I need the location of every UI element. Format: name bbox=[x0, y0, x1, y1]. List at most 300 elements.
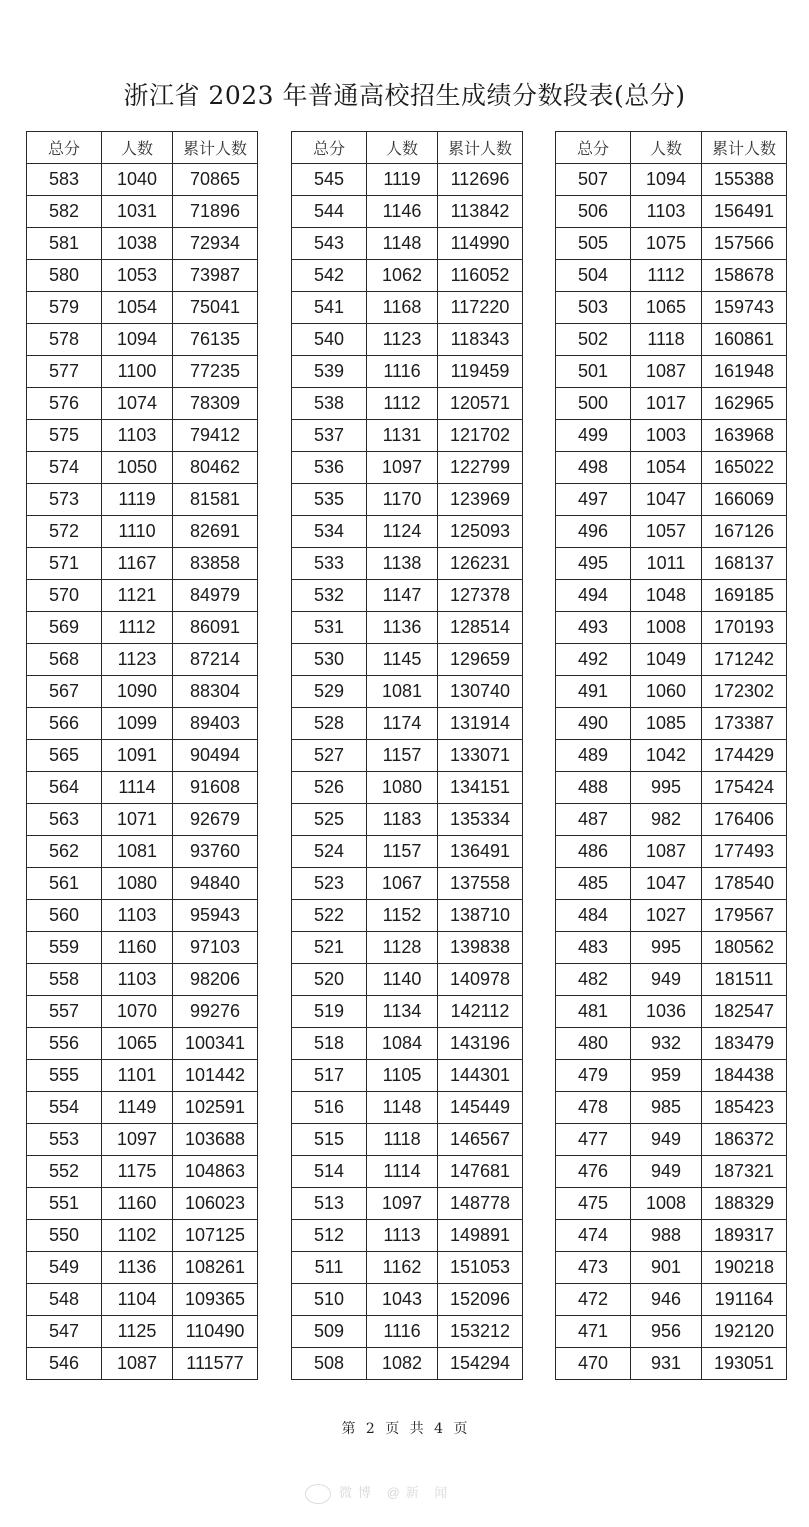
score-cell: 480 bbox=[556, 1028, 631, 1060]
cumulative-cell: 178540 bbox=[702, 868, 787, 900]
score-cell: 550 bbox=[27, 1220, 102, 1252]
cumulative-cell: 113842 bbox=[438, 196, 523, 228]
score-cell: 515 bbox=[292, 1124, 367, 1156]
cumulative-cell: 192120 bbox=[702, 1316, 787, 1348]
table-row bbox=[292, 612, 523, 644]
cumulative-cell: 171242 bbox=[702, 644, 787, 676]
count-cell: 1110 bbox=[102, 516, 173, 548]
count-cell: 1128 bbox=[367, 932, 438, 964]
cumulative-cell: 148778 bbox=[438, 1188, 523, 1220]
cumulative-cell: 183479 bbox=[702, 1028, 787, 1060]
cumulative-cell: 189317 bbox=[702, 1220, 787, 1252]
count-cell: 1094 bbox=[631, 164, 702, 196]
table-row bbox=[556, 996, 787, 1028]
count-cell: 1157 bbox=[367, 740, 438, 772]
table-row bbox=[292, 164, 523, 196]
count-cell: 949 bbox=[631, 1124, 702, 1156]
cumulative-cell: 84979 bbox=[173, 580, 258, 612]
cumulative-cell: 106023 bbox=[173, 1188, 258, 1220]
cumulative-cell: 151053 bbox=[438, 1252, 523, 1284]
cumulative-cell: 88304 bbox=[173, 676, 258, 708]
score-table-left bbox=[26, 131, 258, 1380]
table-row bbox=[27, 420, 258, 452]
cumulative-cell: 163968 bbox=[702, 420, 787, 452]
cumulative-cell: 87214 bbox=[173, 644, 258, 676]
cumulative-cell: 168137 bbox=[702, 548, 787, 580]
table-row bbox=[556, 1028, 787, 1060]
table-row bbox=[27, 484, 258, 516]
cumulative-cell: 185423 bbox=[702, 1092, 787, 1124]
table-row bbox=[292, 420, 523, 452]
table-row bbox=[27, 1188, 258, 1220]
score-cell: 531 bbox=[292, 612, 367, 644]
cumulative-cell: 104863 bbox=[173, 1156, 258, 1188]
count-cell: 1116 bbox=[367, 1316, 438, 1348]
table-row bbox=[292, 292, 523, 324]
cumulative-cell: 79412 bbox=[173, 420, 258, 452]
count-cell: 1054 bbox=[631, 452, 702, 484]
score-cell: 564 bbox=[27, 772, 102, 804]
count-cell: 1118 bbox=[367, 1124, 438, 1156]
count-cell: 1174 bbox=[367, 708, 438, 740]
cumulative-cell: 98206 bbox=[173, 964, 258, 996]
table-row bbox=[292, 740, 523, 772]
score-cell: 529 bbox=[292, 676, 367, 708]
watermark bbox=[305, 1482, 453, 1504]
count-cell: 988 bbox=[631, 1220, 702, 1252]
count-cell: 1060 bbox=[631, 676, 702, 708]
cumulative-cell: 186372 bbox=[702, 1124, 787, 1156]
cumulative-cell: 157566 bbox=[702, 228, 787, 260]
cumulative-cell: 120571 bbox=[438, 388, 523, 420]
count-cell: 1085 bbox=[631, 708, 702, 740]
cumulative-cell: 154294 bbox=[438, 1348, 523, 1380]
count-cell: 1049 bbox=[631, 644, 702, 676]
count-cell: 931 bbox=[631, 1348, 702, 1380]
cumulative-cell: 127378 bbox=[438, 580, 523, 612]
count-cell: 1082 bbox=[367, 1348, 438, 1380]
score-cell: 534 bbox=[292, 516, 367, 548]
table-row bbox=[556, 548, 787, 580]
table-row bbox=[556, 1156, 787, 1188]
count-cell: 1081 bbox=[367, 676, 438, 708]
count-cell: 1011 bbox=[631, 548, 702, 580]
table-row bbox=[292, 356, 523, 388]
score-table-middle bbox=[291, 131, 523, 1380]
score-cell: 488 bbox=[556, 772, 631, 804]
score-cell: 523 bbox=[292, 868, 367, 900]
table-row bbox=[292, 1092, 523, 1124]
cumulative-cell: 135334 bbox=[438, 804, 523, 836]
cumulative-cell: 117220 bbox=[438, 292, 523, 324]
score-cell: 481 bbox=[556, 996, 631, 1028]
table-row bbox=[27, 1060, 258, 1092]
score-cell: 572 bbox=[27, 516, 102, 548]
score-cell: 476 bbox=[556, 1156, 631, 1188]
table-row bbox=[556, 420, 787, 452]
count-cell: 1131 bbox=[367, 420, 438, 452]
score-cell: 495 bbox=[556, 548, 631, 580]
cumulative-cell: 112696 bbox=[438, 164, 523, 196]
cumulative-cell: 119459 bbox=[438, 356, 523, 388]
score-cell: 510 bbox=[292, 1284, 367, 1316]
table-row bbox=[27, 900, 258, 932]
column-header: 总分 bbox=[292, 132, 367, 164]
table-row bbox=[27, 932, 258, 964]
count-cell: 1160 bbox=[102, 1188, 173, 1220]
score-cell: 558 bbox=[27, 964, 102, 996]
column-header: 累计人数 bbox=[702, 132, 787, 164]
count-cell: 1148 bbox=[367, 1092, 438, 1124]
cumulative-cell: 107125 bbox=[173, 1220, 258, 1252]
count-cell: 995 bbox=[631, 772, 702, 804]
cumulative-cell: 91608 bbox=[173, 772, 258, 804]
cumulative-cell: 181511 bbox=[702, 964, 787, 996]
count-cell: 1070 bbox=[102, 996, 173, 1028]
cumulative-cell: 93760 bbox=[173, 836, 258, 868]
score-cell: 487 bbox=[556, 804, 631, 836]
count-cell: 946 bbox=[631, 1284, 702, 1316]
cumulative-cell: 128514 bbox=[438, 612, 523, 644]
cumulative-cell: 111577 bbox=[173, 1348, 258, 1380]
table-row bbox=[292, 804, 523, 836]
column-header: 总分 bbox=[556, 132, 631, 164]
cumulative-cell: 175424 bbox=[702, 772, 787, 804]
count-cell: 1119 bbox=[367, 164, 438, 196]
count-cell: 1103 bbox=[102, 420, 173, 452]
count-cell: 956 bbox=[631, 1316, 702, 1348]
score-cell: 554 bbox=[27, 1092, 102, 1124]
cumulative-cell: 170193 bbox=[702, 612, 787, 644]
table-row bbox=[27, 516, 258, 548]
cumulative-cell: 83858 bbox=[173, 548, 258, 580]
count-cell: 1074 bbox=[102, 388, 173, 420]
table-row bbox=[292, 1220, 523, 1252]
cumulative-cell: 76135 bbox=[173, 324, 258, 356]
count-cell: 1008 bbox=[631, 612, 702, 644]
score-cell: 499 bbox=[556, 420, 631, 452]
table-row bbox=[556, 1220, 787, 1252]
score-cell: 491 bbox=[556, 676, 631, 708]
weibo-logo-icon bbox=[305, 1484, 331, 1504]
count-cell: 1123 bbox=[102, 644, 173, 676]
column-header: 累计人数 bbox=[438, 132, 523, 164]
table-row bbox=[556, 580, 787, 612]
cumulative-cell: 92679 bbox=[173, 804, 258, 836]
count-cell: 1149 bbox=[102, 1092, 173, 1124]
cumulative-cell: 138710 bbox=[438, 900, 523, 932]
score-cell: 547 bbox=[27, 1316, 102, 1348]
cumulative-cell: 146567 bbox=[438, 1124, 523, 1156]
score-cell: 530 bbox=[292, 644, 367, 676]
score-cell: 557 bbox=[27, 996, 102, 1028]
cumulative-cell: 139838 bbox=[438, 932, 523, 964]
score-cell: 490 bbox=[556, 708, 631, 740]
count-cell: 1097 bbox=[102, 1124, 173, 1156]
table-row bbox=[27, 1156, 258, 1188]
score-cell: 560 bbox=[27, 900, 102, 932]
score-cell: 506 bbox=[556, 196, 631, 228]
score-cell: 582 bbox=[27, 196, 102, 228]
cumulative-cell: 72934 bbox=[173, 228, 258, 260]
cumulative-cell: 114990 bbox=[438, 228, 523, 260]
table-row bbox=[292, 708, 523, 740]
cumulative-cell: 101442 bbox=[173, 1060, 258, 1092]
score-cell: 542 bbox=[292, 260, 367, 292]
table-row bbox=[292, 388, 523, 420]
table-row bbox=[292, 676, 523, 708]
table-row bbox=[292, 1156, 523, 1188]
score-cell: 516 bbox=[292, 1092, 367, 1124]
count-cell: 1140 bbox=[367, 964, 438, 996]
count-cell: 1146 bbox=[367, 196, 438, 228]
score-cell: 504 bbox=[556, 260, 631, 292]
cumulative-cell: 110490 bbox=[173, 1316, 258, 1348]
table-row bbox=[556, 612, 787, 644]
cumulative-cell: 121702 bbox=[438, 420, 523, 452]
score-cell: 555 bbox=[27, 1060, 102, 1092]
count-cell: 1121 bbox=[102, 580, 173, 612]
score-cell: 514 bbox=[292, 1156, 367, 1188]
table-row bbox=[292, 932, 523, 964]
count-cell: 1175 bbox=[102, 1156, 173, 1188]
count-cell: 1094 bbox=[102, 324, 173, 356]
table-row bbox=[292, 1316, 523, 1348]
score-cell: 577 bbox=[27, 356, 102, 388]
table-row bbox=[556, 1284, 787, 1316]
table-row bbox=[556, 900, 787, 932]
cumulative-cell: 165022 bbox=[702, 452, 787, 484]
score-cell: 553 bbox=[27, 1124, 102, 1156]
score-cell: 502 bbox=[556, 324, 631, 356]
score-cell: 483 bbox=[556, 932, 631, 964]
table-row bbox=[292, 548, 523, 580]
table-row bbox=[556, 1188, 787, 1220]
watermark-text: 微博 @新 闻 bbox=[339, 1485, 454, 1500]
score-cell: 470 bbox=[556, 1348, 631, 1380]
cumulative-cell: 155388 bbox=[702, 164, 787, 196]
score-cell: 509 bbox=[292, 1316, 367, 1348]
count-cell: 1040 bbox=[102, 164, 173, 196]
cumulative-cell: 176406 bbox=[702, 804, 787, 836]
count-cell: 1050 bbox=[102, 452, 173, 484]
table-row bbox=[27, 1348, 258, 1380]
table-row bbox=[556, 932, 787, 964]
score-cell: 536 bbox=[292, 452, 367, 484]
score-cell: 580 bbox=[27, 260, 102, 292]
count-cell: 1027 bbox=[631, 900, 702, 932]
table-header-row bbox=[27, 132, 258, 164]
count-cell: 1125 bbox=[102, 1316, 173, 1348]
count-cell: 1104 bbox=[102, 1284, 173, 1316]
score-cell: 571 bbox=[27, 548, 102, 580]
cumulative-cell: 77235 bbox=[173, 356, 258, 388]
count-cell: 949 bbox=[631, 964, 702, 996]
cumulative-cell: 190218 bbox=[702, 1252, 787, 1284]
table-row bbox=[556, 1060, 787, 1092]
count-cell: 1162 bbox=[367, 1252, 438, 1284]
count-cell: 949 bbox=[631, 1156, 702, 1188]
count-cell: 1114 bbox=[367, 1156, 438, 1188]
cumulative-cell: 123969 bbox=[438, 484, 523, 516]
score-cell: 546 bbox=[27, 1348, 102, 1380]
count-cell: 995 bbox=[631, 932, 702, 964]
score-cell: 526 bbox=[292, 772, 367, 804]
score-cell: 494 bbox=[556, 580, 631, 612]
score-cell: 548 bbox=[27, 1284, 102, 1316]
count-cell: 1036 bbox=[631, 996, 702, 1028]
score-cell: 512 bbox=[292, 1220, 367, 1252]
table-row bbox=[556, 1252, 787, 1284]
score-cell: 544 bbox=[292, 196, 367, 228]
count-cell: 1101 bbox=[102, 1060, 173, 1092]
count-cell: 1113 bbox=[367, 1220, 438, 1252]
table-row bbox=[556, 676, 787, 708]
column-header: 累计人数 bbox=[173, 132, 258, 164]
table-row bbox=[27, 740, 258, 772]
score-cell: 532 bbox=[292, 580, 367, 612]
table-row bbox=[27, 228, 258, 260]
table-row bbox=[556, 740, 787, 772]
table-row bbox=[292, 196, 523, 228]
count-cell: 932 bbox=[631, 1028, 702, 1060]
cumulative-cell: 95943 bbox=[173, 900, 258, 932]
cumulative-cell: 187321 bbox=[702, 1156, 787, 1188]
count-cell: 1103 bbox=[102, 900, 173, 932]
score-cell: 576 bbox=[27, 388, 102, 420]
table-row bbox=[292, 1284, 523, 1316]
table-row bbox=[556, 164, 787, 196]
count-cell: 1152 bbox=[367, 900, 438, 932]
score-cell: 583 bbox=[27, 164, 102, 196]
table-row bbox=[27, 644, 258, 676]
score-cell: 475 bbox=[556, 1188, 631, 1220]
table-row bbox=[27, 996, 258, 1028]
cumulative-cell: 188329 bbox=[702, 1188, 787, 1220]
score-cell: 498 bbox=[556, 452, 631, 484]
count-cell: 1136 bbox=[367, 612, 438, 644]
table-row bbox=[27, 804, 258, 836]
table-row bbox=[27, 1220, 258, 1252]
count-cell: 1038 bbox=[102, 228, 173, 260]
cumulative-cell: 173387 bbox=[702, 708, 787, 740]
cumulative-cell: 145449 bbox=[438, 1092, 523, 1124]
score-cell: 559 bbox=[27, 932, 102, 964]
cumulative-cell: 102591 bbox=[173, 1092, 258, 1124]
cumulative-cell: 167126 bbox=[702, 516, 787, 548]
score-cell: 540 bbox=[292, 324, 367, 356]
table-row bbox=[556, 964, 787, 996]
cumulative-cell: 156491 bbox=[702, 196, 787, 228]
cumulative-cell: 161948 bbox=[702, 356, 787, 388]
cumulative-cell: 160861 bbox=[702, 324, 787, 356]
score-cell: 566 bbox=[27, 708, 102, 740]
score-cell: 503 bbox=[556, 292, 631, 324]
cumulative-cell: 140978 bbox=[438, 964, 523, 996]
table-row bbox=[292, 1188, 523, 1220]
table-row bbox=[27, 964, 258, 996]
table-row bbox=[556, 516, 787, 548]
score-cell: 527 bbox=[292, 740, 367, 772]
score-cell: 472 bbox=[556, 1284, 631, 1316]
table-row bbox=[292, 900, 523, 932]
score-cell: 581 bbox=[27, 228, 102, 260]
count-cell: 982 bbox=[631, 804, 702, 836]
score-cell: 489 bbox=[556, 740, 631, 772]
score-cell: 525 bbox=[292, 804, 367, 836]
score-cell: 575 bbox=[27, 420, 102, 452]
table-header-row bbox=[292, 132, 523, 164]
cumulative-cell: 80462 bbox=[173, 452, 258, 484]
count-cell: 1138 bbox=[367, 548, 438, 580]
table-row bbox=[27, 164, 258, 196]
cumulative-cell: 166069 bbox=[702, 484, 787, 516]
count-cell: 1123 bbox=[367, 324, 438, 356]
score-cell: 497 bbox=[556, 484, 631, 516]
count-cell: 1047 bbox=[631, 484, 702, 516]
count-cell: 1048 bbox=[631, 580, 702, 612]
count-cell: 1087 bbox=[631, 356, 702, 388]
table-row bbox=[27, 1316, 258, 1348]
cumulative-cell: 71896 bbox=[173, 196, 258, 228]
count-cell: 1124 bbox=[367, 516, 438, 548]
cumulative-cell: 97103 bbox=[173, 932, 258, 964]
count-cell: 1071 bbox=[102, 804, 173, 836]
count-cell: 1047 bbox=[631, 868, 702, 900]
count-cell: 1168 bbox=[367, 292, 438, 324]
score-cell: 541 bbox=[292, 292, 367, 324]
score-cell: 518 bbox=[292, 1028, 367, 1060]
count-cell: 1136 bbox=[102, 1252, 173, 1284]
column-header: 人数 bbox=[102, 132, 173, 164]
count-cell: 1080 bbox=[367, 772, 438, 804]
score-table-right bbox=[555, 131, 787, 1380]
count-cell: 1114 bbox=[102, 772, 173, 804]
table-row bbox=[292, 324, 523, 356]
score-cell: 478 bbox=[556, 1092, 631, 1124]
table-row bbox=[27, 388, 258, 420]
cumulative-cell: 180562 bbox=[702, 932, 787, 964]
count-cell: 1157 bbox=[367, 836, 438, 868]
score-cell: 551 bbox=[27, 1188, 102, 1220]
score-cell: 574 bbox=[27, 452, 102, 484]
count-cell: 1097 bbox=[367, 452, 438, 484]
score-cell: 522 bbox=[292, 900, 367, 932]
cumulative-cell: 152096 bbox=[438, 1284, 523, 1316]
table-row bbox=[292, 580, 523, 612]
cumulative-cell: 153212 bbox=[438, 1316, 523, 1348]
count-cell: 1148 bbox=[367, 228, 438, 260]
cumulative-cell: 137558 bbox=[438, 868, 523, 900]
score-cell: 501 bbox=[556, 356, 631, 388]
table-row bbox=[27, 548, 258, 580]
table-row bbox=[27, 324, 258, 356]
score-cell: 493 bbox=[556, 612, 631, 644]
count-cell: 1118 bbox=[631, 324, 702, 356]
count-cell: 1112 bbox=[367, 388, 438, 420]
score-cell: 507 bbox=[556, 164, 631, 196]
cumulative-cell: 144301 bbox=[438, 1060, 523, 1092]
table-row bbox=[556, 356, 787, 388]
cumulative-cell: 116052 bbox=[438, 260, 523, 292]
cumulative-cell: 90494 bbox=[173, 740, 258, 772]
cumulative-cell: 142112 bbox=[438, 996, 523, 1028]
cumulative-cell: 118343 bbox=[438, 324, 523, 356]
count-cell: 1008 bbox=[631, 1188, 702, 1220]
table-row bbox=[27, 1124, 258, 1156]
score-cell: 492 bbox=[556, 644, 631, 676]
cumulative-cell: 174429 bbox=[702, 740, 787, 772]
